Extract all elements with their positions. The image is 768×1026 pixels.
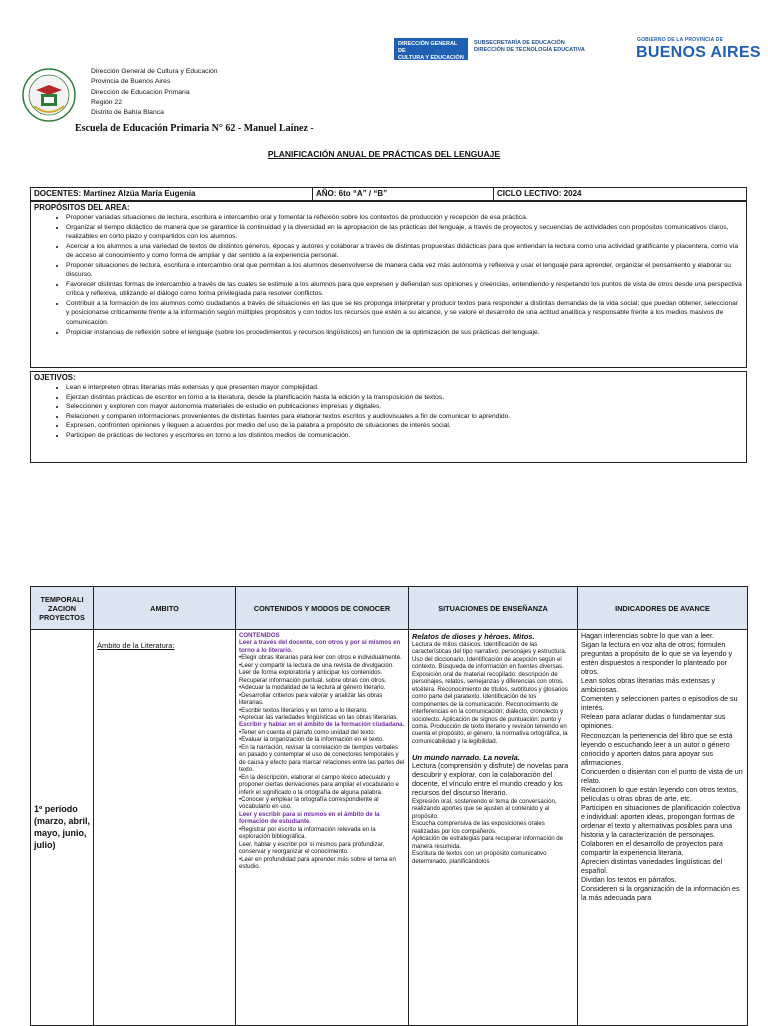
contents-item: •Escribir textos literarios y en torno a lo literario. [239,706,368,714]
province-government-label: GOBIERNO DE LA PROVINCIA DE [637,37,724,43]
header-line: Dirección de Educación Primaria [91,88,190,96]
list-item: • Expresen, confronten opiniones y lleguen a acuerdos por medio del uso de la palabra a propósito de situaciones de interés social. [66,421,743,431]
contents-item: Leer, hablar y escribir por sí mismos para profundizar, conservar y reorganizar el conocimiento. [239,840,385,856]
contents-item: •En la descripción, elaborar el campo léxico adecuado y proponer ciertas derivaciones para ampliar el vocabulario e inferir el significado o la ortografía de alguna palabra. [239,773,399,796]
list-item: • Contribuir a la formación de los alumnos como ciudadanos a través de situaciones en las que se les proponga interpretar y producir textos para responder a distintas demandas de la vida social; que puedan obtener, seleccionar y posicionarse críticamente frente a la información según múltiples propósitos y con todos los recursos que estén a su alcance, y se valore el desarrollo de una actitud analítica y responsable frente a los medios masivos de comunicación. [66,299,743,328]
subsecretaria-line: DIRECCIÓN DE TECNOLOGÍA EDUCATIVA [474,47,585,53]
column-header: AMBITO [94,587,236,630]
list-item: • Participen de prácticas de lectores y escritores en torno a los distintos medios de comunicación. [66,431,743,441]
grade-cell: AÑO: 6to “A” / “B” [313,188,494,200]
header-line: Dirección General de Cultura y Educación [91,68,218,75]
contents-item: •Apreciar las variedades lingüísticas en las obras literarias. [239,713,398,721]
contents-item: •Leer en profundidad para aprender más sobre el tema en estudio. [239,855,396,871]
purposes-section [30,201,747,368]
ambito-label: Ámbito de la Literatura: [97,641,175,650]
contents-heading: Leer y escribir para sí mismos en el ámbito de la formación de estudiante. [239,810,380,826]
list-item: • Organizar el tiempo didáctico de manera que se garantice la continuidad y la diversidad en la apropiación de las prácticas del lenguaje, a través de proyectos y secuencias de actividades con propósitos comunicativos claros, realizables en corto plazo y compartidos con los alumnos. [66,223,743,242]
contents-heading: Escribir y hablar en el ámbito de la formación ciudadana. [239,721,405,729]
list-item: • Proponer situaciones de lectura, escritura e intercambio oral que permitan a los alumnos desenvolverse de manera cada vez más autónoma y reflexiva y usar el lenguaje para aprender, organizar el pensamiento y elaborar su discurso. [66,261,743,280]
situations-heading: Relatos de dioses y héroes. Mitos. [412,632,535,641]
list-item: • Lean e interpreten obras literarias más extensas y que presenten mayor complejidad. [66,383,743,393]
government-education-badge [394,38,468,60]
objectives-section [30,371,747,463]
school-year-cell: CICLO LECTIVO: 2024 [497,189,582,198]
list-item: • Relacionen y comparen informaciones provenientes de distintas fuentes para elaborar textos escritos y audiovisuales a fin de comunicar lo aprendido. [66,412,743,422]
progress-indicators-cell [578,630,748,1026]
teacher-info-row [30,187,747,201]
objectives-list [34,383,743,440]
column-header: TEMPORALI ZACION PROYECTOS [31,587,94,630]
contents-cell [236,630,409,1026]
contents-item: •Desarrollar criterios para valorar y analizar las obras literarias. [239,691,383,707]
indicators-text: Hagan inferencias sobre lo que van a leer. Sigan la lectura en voz alta de otros; formulen preguntas a propósito de lo que se va leyendo y estén dispuestos a responder lo planteado por otros. Lean solos obras literarias más extensas y ambiciosas. Comenten y seleccionen partes o episodios de su interés. Relean para aclarar dudas o fundamentar sus opiniones. Reconozcan la pertenencia del libro que se está leyendo o escuchando leer a un autor o género conocido y aporten datos para apoyar sus afirmaciones. Concuerden o disientan con el punto de vista de un relato. Relacionen lo que están leyendo con otros textos, películas u otras obras de arte, etc. Participen en situaciones de planificación colectiva e individual: aporten ideas, propongan formas de ordenar el texto y alternativas posibles para una historia y la caracterización de personajes. Colaboren en el desarrollo de proyectos para compartir la experiencia literaria. Aprecien distintas variedades lingüísticas del español. Dividan los textos en párrafos. Consideren si la organización de la información es la más adecuada para [581,632,743,903]
contents-item: •Adecuar la modalidad de la lectura al género literario. [239,684,386,692]
situations-text: Lectura de mitos clásicos. Identificación de las características del tipo narrativo: personajes y estructura. Uso del diccionario. Identificación de acepción según el contexto. Búsqueda de información en fuentes diversas. Exposición oral de material recopilado: descripción de personajes, relatos, semejanzas y diferencias con otros, etcétera. Reconocimiento de títulos, subtítulos y glosarios como parte del paratexto. Identificación de los componentes de la comunicación. Reconocimiento de interferencias en la comunicación; dialecto, cronolecto y sociolecto. Aplicación de signos de puntuación: punto y coma. Producción de texto literario y revisión teniendo en cuenta el propósito, el género, la normativa ortográfica, la comunicabilidad y la legibilidad. [412,641,568,745]
contents-item: •En la narración, revisar la correlación de tiempos verbales en pasado y contemplar el uso de conectores temporales y de causa y efecto para marcar relaciones entre las partes del texto. [239,743,405,774]
contents-item: •Evaluar la organización de la información en el texto. [239,736,385,744]
planning-table [30,586,748,1026]
contents-item: •Conocer y emplear la ortografía correspondiente al vocabulario en uso. [239,795,379,811]
purposes-title: PROPÓSITOS DEL AREA: [34,203,130,212]
teaching-situations-cell [409,630,578,1026]
institution-header [91,67,218,118]
period-cell: 1º período (marzo, abril, mayo, junio, julio) [31,630,94,1026]
contents-heading: CONTENIDOS [239,632,280,639]
list-item: • Proponer variadas situaciones de lectura, escritura e intercambio oral y fomentar la reflexión sobre los contextos de producción y recepción de esa práctica. [66,213,743,223]
teachers-cell: DOCENTES: Martínez Alzúa María Eugenia [31,188,313,200]
contents-item: •Leer y compartir la lectura de una revista de divulgación. Leer de forma exploratoria y anticipar los contenidos. Recuperar información puntual, sobre obras con otros. [239,661,394,684]
list-item: • Favorecer distintas formas de intercambio a través de las cuales se estimule a los alumnos para que expresen y defiendan sus opiniones y creencias, entendiendo y respetando los puntos de vista de otros desde una perspectiva crítica y reflexiva, utilizando el diálogo como forma privilegiada para resolver conflictos. [66,280,743,299]
page-title: PLANIFICACIÓN ANUAL DE PRÁCTICAS DEL LENGUAJE [267,149,501,159]
header-line: Región 22 [91,98,122,106]
contents-heading: Leer a través del docente, con otros y por sí mismos en torno a lo literario. [239,639,401,654]
contents-item: •Registrar por escrito la información relevada en la exploración bibliográfica. [239,825,376,841]
table-header-row [31,587,748,630]
list-item: • Ejerzan distintas prácticas de escritor en torno a la literatura, desde la planificación hasta la edición y la transposición de textos. [66,393,743,403]
contents-list [239,632,405,871]
column-header: SITUACIONES DE ENSEÑANZA [409,587,578,630]
header-line: Distrito de Bahía Blanca [91,109,164,117]
situations-intro: Lectura (comprensión y disfrute) de novelas para descubrir y explorar, con la colaboración del docente, el vínculo entre el mundo creado y los recursos del discurso literario. [412,761,569,798]
contents-item: •Tener en cuenta el párrafo como unidad del texto. [239,728,376,736]
column-header: INDICADORES DE AVANCE [578,587,748,630]
buenos-aires-logo: BUENOS AIRES [636,44,761,61]
school-seal-icon [22,68,76,122]
ambito-cell [94,630,236,1026]
gov-badge-line: DIRECCIÓN GENERAL DE [398,41,458,54]
situations-heading: Un mundo narrado. La novela. [412,753,520,763]
column-header: CONTENIDOS Y MODOS DE CONOCER [236,587,409,630]
subsecretaria-label [474,40,585,54]
gov-badge-line: CULTURA Y EDUCACIÓN [398,55,464,61]
list-item: • Propiciar instancias de reflexión sobre el lenguaje (sobre los procedimientos y recursos lingüísticos) en función de la optimización de sus prácticas del lenguaje. [66,328,743,338]
school-name: Escuela de Educación Primaria N° 62 - Manuel Laínez - [75,123,314,134]
subsecretaria-line: SUBSECRETARÍA DE EDUCACIÓN [474,40,565,46]
objectives-title: OJETIVOS: [34,373,76,382]
situations-text: Expresión oral, sosteniendo el tema de conversación, realizando aportes que se ajusten al contenido y al propósito. Escucha comprensiva de las exposiciones orales realizadas por los compañeros. Aplicación de estrategias para recuperar información de manera resumida. Escritura de textos con un propósito comunicativo determinado, planificándolos [412,797,564,865]
header-line: Provincia de Buenos Aires [91,78,171,86]
contents-item: •Elegir obras literarias para leer con otros e individualmente. [239,654,402,662]
purposes-list [34,213,743,337]
table-row [31,630,748,1026]
list-item: • Seleccionen y exploren con mayor autonomía materiales de estudio en publicaciones impresas y digitales. [66,402,743,412]
list-item: • Acercar a los alumnos a una variedad de textos de distintos géneros, épocas y autores y colaborar a través de distintas propuestas didácticas para que entiendan la lectura como una actividad gratificante y placentera, como vía de acceso al conocimiento y como forma de ampliar y dar sentido a la experiencia personal. [66,242,743,261]
